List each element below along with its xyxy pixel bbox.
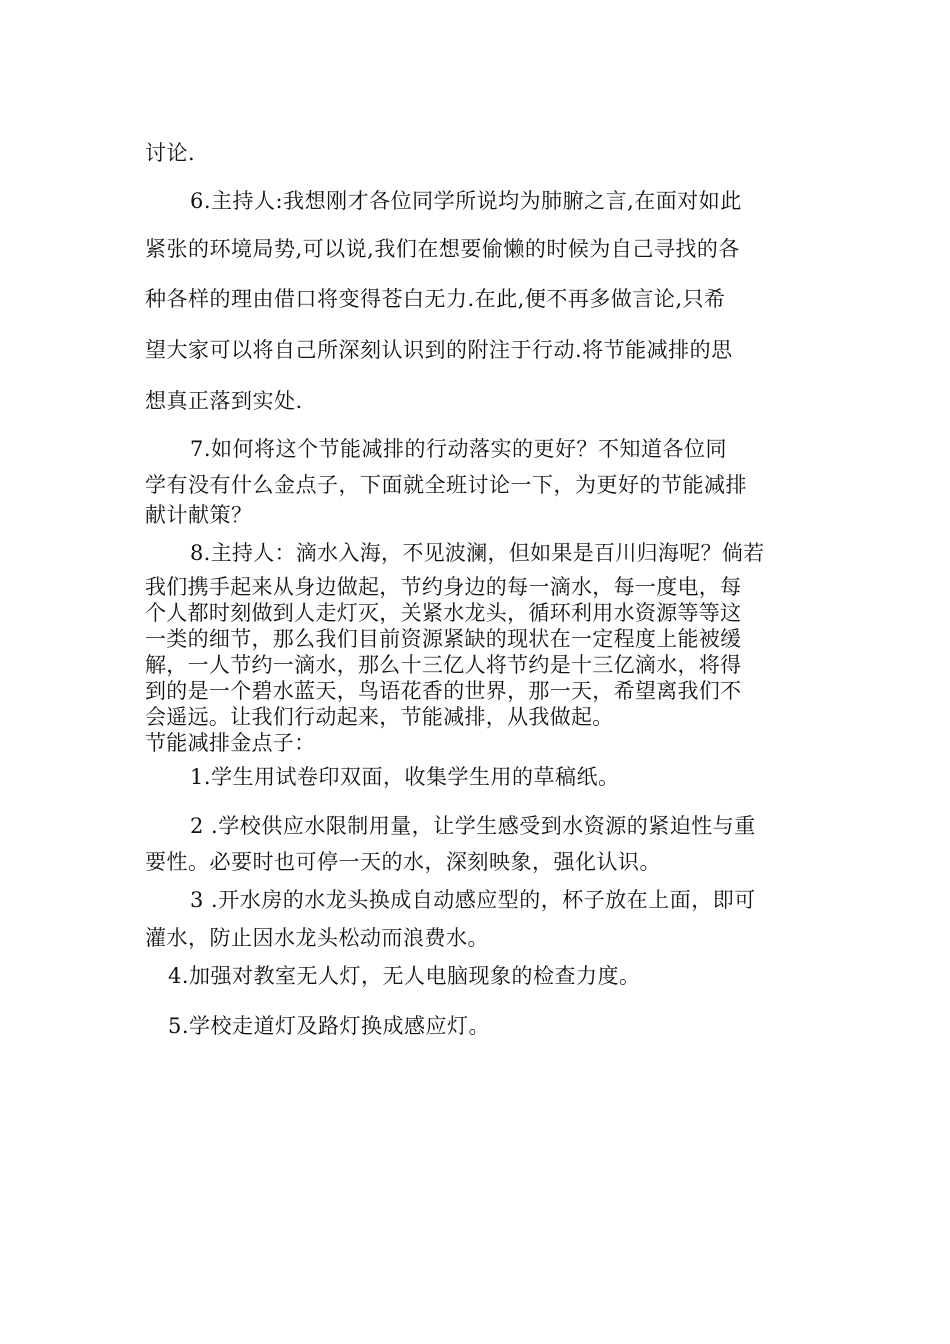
list-item: 1.学生用试卷印双面，收集学生用的草稿纸。 <box>190 765 620 789</box>
list-item: 2 .学校供应水限制用量，让学生感受到水资源的紧迫性与重 <box>190 814 756 838</box>
list-item: 4.加强对教室无人灯，无人电脑现象的检查力度。 <box>168 964 641 988</box>
paragraph-line: 7.如何将这个节能减排的行动落实的更好？不知道各位同 <box>190 437 728 461</box>
paragraph-line: 6.主持人:我想刚才各位同学所说均为肺腑之言,在面对如此 <box>190 189 742 213</box>
paragraph-line: 个人都时刻做到人走灯灭，关紧水龙头，循环利用水资源等等这 <box>145 601 742 625</box>
paragraph-line: 我们携手起来从身边做起，节约身边的每一滴水，每一度电，每 <box>145 575 742 599</box>
paragraph-line: 想真正落到实处. <box>145 389 303 413</box>
paragraph-line: 会遥远。让我们行动起来，节能减排，从我做起。 <box>145 705 614 729</box>
list-item-continuation: 灌水，防止因水龙头松动而浪费水。 <box>145 926 489 950</box>
paragraph-line: 学有没有什么金点子，下面就全班讨论一下，为更好的节能减排 <box>145 473 747 497</box>
paragraph-line: 紧张的环境局势,可以说,我们在想要偷懒的时候为自己寻找的各 <box>145 237 740 261</box>
paragraph-line: 望大家可以将自己所深刻认识到的附注于行动.将节能减排的思 <box>145 338 733 362</box>
paragraph-line: 一类的细节，那么我们目前资源紧缺的现状在一定程度上能被缓 <box>145 627 742 651</box>
paragraph-line: 到的是一个碧水蓝天，鸟语花香的世界，那一天，希望离我们不 <box>145 679 742 703</box>
section-heading: 节能减排金点子： <box>145 731 316 755</box>
list-item: 5.学校走道灯及路灯换成感应灯。 <box>168 1014 491 1038</box>
paragraph-line: 8.主持人：滴水入海，不见波澜，但如果是百川归海呢？倘若 <box>190 541 765 565</box>
paragraph-line: 解，一人节约一滴水，那么十三亿人将节约是十三亿滴水，将得 <box>145 653 742 677</box>
paragraph-line: 讨论. <box>145 141 196 165</box>
list-item: 3 .开水房的水龙头换成自动感应型的，杯子放在上面，即可 <box>190 888 756 912</box>
paragraph-line: 献计献策？ <box>145 503 253 527</box>
paragraph-line: 种各样的理由借口将变得苍白无力.在此,便不再多做言论,只希 <box>145 287 726 311</box>
list-item-continuation: 要性。必要时也可停一天的水，深刻映象，强化认识。 <box>145 850 661 874</box>
